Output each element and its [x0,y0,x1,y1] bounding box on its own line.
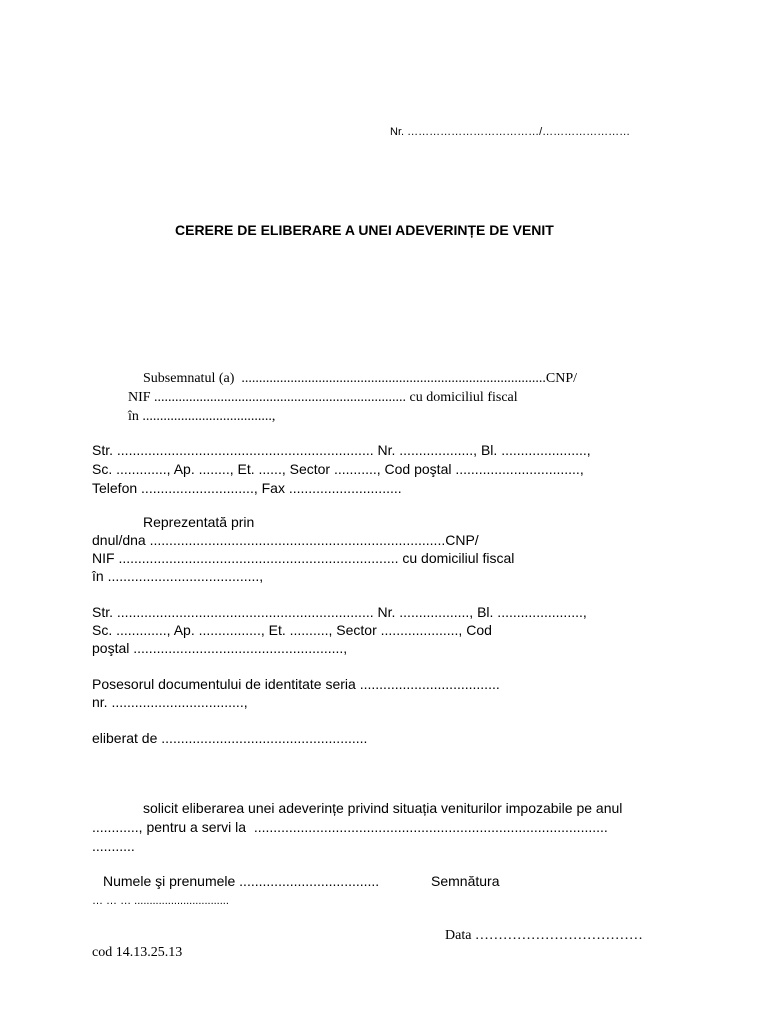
representative-address-line-2: Sc. ............., Ap. ................, Et. .........., Sector ...................., Cod [92,622,492,638]
request-line-1: solicit eliberarea unei adeverințe privind situația veniturilor impozabile pe anul [143,800,623,816]
document-title: CERERE DE ELIBERARE A UNEI ADEVERINȚE DE VENIT [175,222,554,238]
applicant-address-line-3: Telefon ............................., Fax ............................. [92,480,402,496]
representative-line-4: în ......................................., [92,568,264,584]
identity-line-1: Posesorul documentului de identitate seria .................................... [92,676,500,692]
identity-line-3: eliberat de ..................................................... [92,730,368,746]
applicant-line-2: NIF ........................................................................ cu domiciliul fiscal [128,390,518,405]
representative-line-2: dnul/dna ............................................................................CNP/ [92,532,479,548]
date-field: Data ……………………………… [445,928,643,943]
representative-address-line-3: poştal ......................................................, [92,640,348,656]
applicant-line-1: Subsemnatul (a) .......................................................................................CNP/ [143,371,577,386]
form-code: cod 14.13.25.13 [92,945,183,960]
request-line-2: ............, pentru a servi la ........................................................................................... [92,819,608,835]
representative-address-line-1: Str. .................................................................. Nr. .................., Bl. ......................, [92,604,587,620]
identity-line-2: nr. .................................., [92,694,248,710]
document-number: Nr. ………………………………/…………………… [390,126,631,138]
applicant-address-line-1: Str. .................................................................. Nr. ..................., Bl. ......................, [92,442,591,458]
signature-label: Semnătura [431,873,500,889]
name-dots-line: … … … ............................... [92,895,229,907]
request-line-3: ........... [92,838,135,854]
representative-line-1: Reprezentată prin [143,514,255,530]
representative-line-3: NIF ........................................................................ cu domiciliul fiscal [92,550,515,566]
applicant-address-line-2: Sc. ............., Ap. ........, Et. ......, Sector ..........., Cod poştal ................................, [92,461,584,477]
applicant-line-3: în ....................................., [128,409,276,424]
name-field-label: Numele şi prenumele .................................... [103,873,380,889]
